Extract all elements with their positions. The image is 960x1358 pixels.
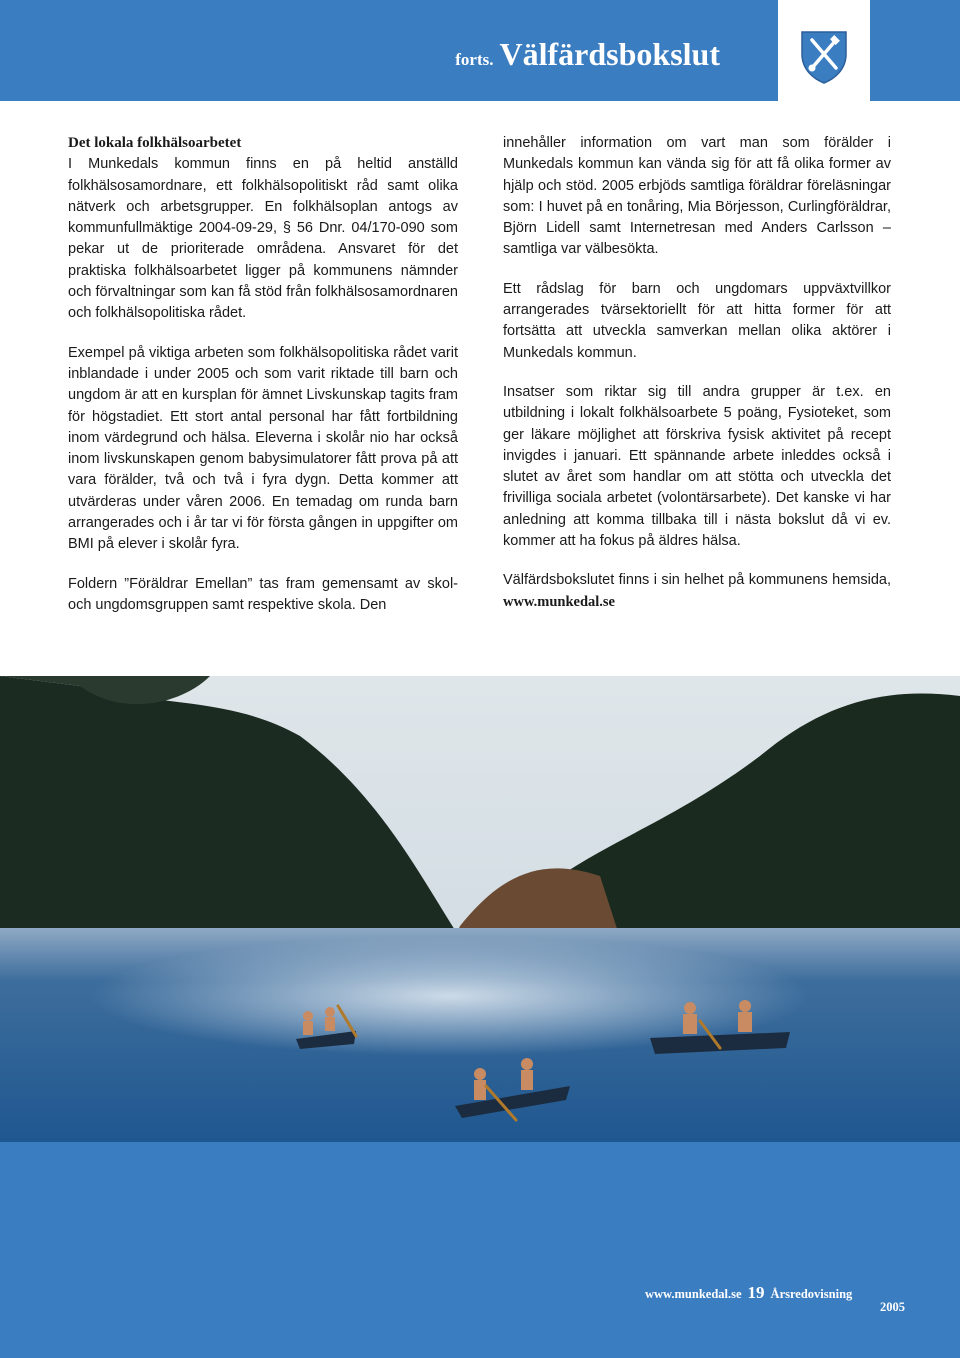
page-title [455,36,720,73]
footer-website: www.munkedal.se [645,1287,742,1301]
page-header [0,0,960,101]
paragraph-text: Välfärdsbokslutet finns i sin helhet på kommunens hemsida, [503,572,891,589]
paragraph: Insatser som riktar sig till andra grupper är t.ex. en utbildning i lokalt folkhälsoarbete 5 poäng, Fysioteket, som ger läkare möjlighet att förskriva fysisk aktivitet på recept invigdes i januari. Ett spännande arbete inleddes också i slutet av året som handlar om att stötta och utveckla det frivilliga sociala arbetet (volontärsarbete). Det kanske vi har anledning att komma tillbaka till i nästa bokslut då vi ev. kommer att ha fokus på äldres hälsa. [503,383,891,550]
closing-paragraph [503,570,891,613]
website-link[interactable]: www.munkedal.se [503,593,615,610]
page-footer [0,1142,960,1358]
title-main: Välfärdsbokslut [499,36,720,72]
paragraph: Ett rådslag för barn och ungdomars uppväxtvillkor arrangerades tvärsektoriellt för att hitta former för att fortsätta att utveckla samverkan mellan olika aktörer i Munkedals kommun. [503,280,891,361]
footer-report-title: Årsredovisning [770,1287,853,1301]
paragraph: Exempel på viktiga arbeten som folkhälsopolitiska rådet varit inblandade i under 2005 och som varit riktade till barn och ungdom är att en kursplan för ämnet Livskunskap tagits fram för högstadiet. Ett stort antal personal har fått fortbildning inom värdegrund och hälsa. Eleverna i skolår nio har också inom livskunskapen genom babysimulatorer fått prova på att vara förälder, två och två i fyra dygn. Detta kommer att utvärderas under våren 2006. En temadag om runda barn arrangerades och i år tar vi för första gången in uppgifter om BMI på elever i skolår fyra. [68,344,458,553]
paragraph: Foldern ”Föräldrar Emellan” tas fram gemensamt av skol- och ungdomsgruppen samt respektive skola. Den [68,575,458,613]
right-column [503,133,891,631]
coat-of-arms-shield-icon [798,28,850,86]
emblem-panel [778,0,870,101]
paragraph: innehåller information om vart man som förälder i Munkedals kommun kan vända sig för att få olika former av hjälp och stöd. 2005 erbjöds samtliga föräldrar föreläsningar som: I huvet på en tonåring, Mia Börjesson, Curlingföräldrar, Björn Lidell samt Internetresan med Anders Carlsson – samtliga var välbesökta. [503,135,891,258]
canoes-on-lake-photo [0,676,960,1142]
footer-year: 2005 [880,1300,905,1314]
title-prefix: forts. [455,50,494,69]
intro-paragraph [68,133,458,325]
left-column [68,133,458,634]
paragraph-text: I Munkedals kommun finns en på heltid anställd folkhälsosamordnare, ett folkhälsopolitiskt råd samt olika nätverk och arbetsgrupper. En folkhälsoplan antogs av kommunfullmäktige 2004-09-29, § 56 Dnr. 04/170-090 som pekar ut de prioriterade områdena. Ansvaret för det praktiska folkhälsoarbetet ligger på kommunens nämnder och förvaltningar som kan få stöd från folkhälsosamordnaren och folkhälsopolitiska rådet. [68,156,458,322]
footer-line [645,1283,915,1303]
page-number: 19 [747,1283,765,1302]
section-heading: Det lokala folkhälsoarbetet [68,135,242,151]
